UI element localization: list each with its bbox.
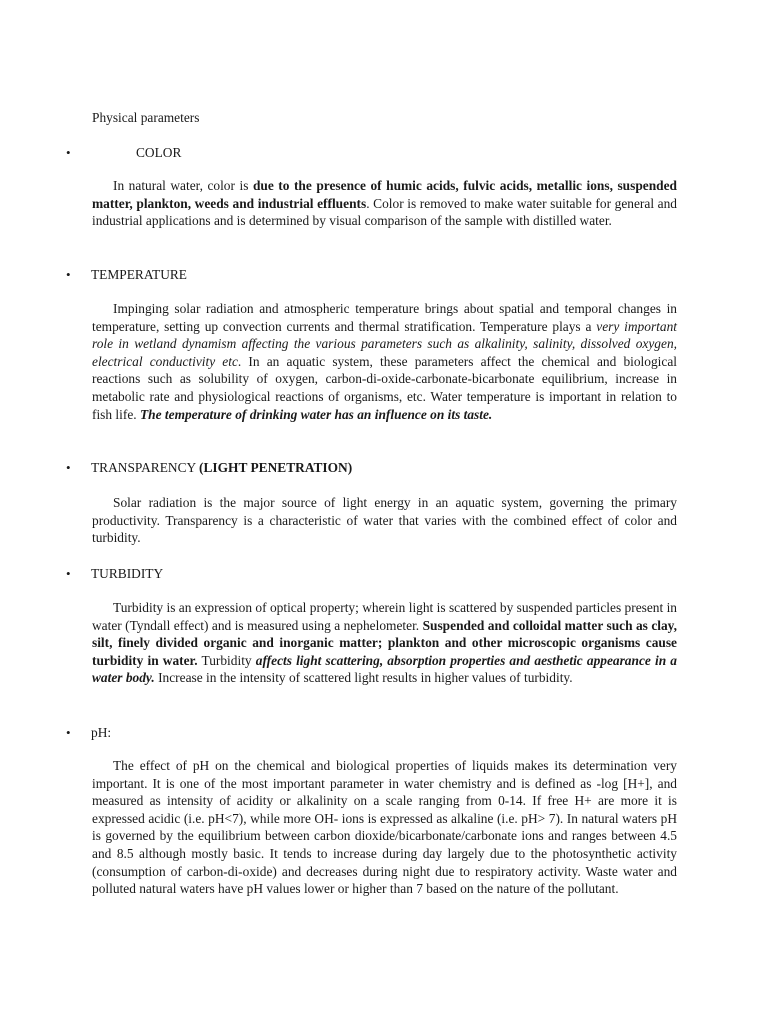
section-heading-temperature: TEMPERATURE [91, 267, 187, 282]
text-segment-bold: due to the presence of humic acids, fulvic acids, metallic ions, suspended matter, plankton, weeds and industrial effluents [92, 178, 677, 211]
document-title: Physical parameters [92, 110, 200, 125]
paragraph-turbidity [92, 599, 677, 687]
bullet-icon: • [66, 460, 71, 475]
section-heading-color: COLOR [136, 145, 182, 160]
text-segment: Turbidity [197, 652, 256, 668]
text-segment: . In an aquatic system, these parameters affect the chemical and biological reactions such as solubility of oxygen, carbon-di-oxide-carbonate-bicarbonate equilibrium, increase in metabolic rate and physiological reactions of organisms, etc. Water temperature is important in relation to fish life. [92, 353, 677, 422]
text-segment: Increase in the intensity of scattered light results in higher values of turbidity. [154, 670, 573, 686]
text-segment-bold-italic: The temperature of drinking water has an influence on its taste. [139, 406, 493, 422]
text-segment: Turbidity is an expression of optical property; wherein light is scattered by suspended particles present in water (Tyndall effect) and is measured using a nephelometer. [92, 600, 677, 633]
bullet-icon: • [66, 725, 71, 740]
text-segment: . Color is removed to make water suitable for general and industrial applications and is determined by visual comparison of the sample with distilled water. [92, 195, 677, 229]
bullet-icon: • [66, 267, 71, 282]
section-heading-turbidity: TURBIDITY [91, 566, 164, 581]
bullet-icon: • [66, 145, 71, 160]
paragraph-transparency: Solar radiation is the major source of light energy in an aquatic system, governing the primary productivity. Transparency is a characteristic of water that varies with the combined effect of color and turbidity. [92, 495, 677, 546]
bullet-icon: • [66, 566, 71, 581]
text-segment-bold-italic: affects light scattering, absorption properties and aesthetic appearance in a water body. [92, 652, 677, 686]
heading-text-bold: (LIGHT PENETRATION) [199, 460, 353, 475]
heading-text: TRANSPARENCY [91, 460, 200, 475]
paragraph-ph: The effect of pH on the chemical and biological properties of liquids makes its determination very important. It is one of the most important parameter in water chemistry and is defined as -log [H+], and measured as intensity of acidity or alkalinity on a scale ranging from 0-14. If free H+ are more it is expressed acidic (i.e. pH<7), while more OH- ions is expressed as alkaline (i.e. pH> 7). In natural waters pH is governed by the equilibrium between carbon dioxide/bicarbonate/carbonate ions and ranges between 4.5 and 8.5 although mostly basic. It tends to increase during day largely due to the photosynthetic activity (consumption of carbon-di-oxide) and decreases during night due to respiratory activity. Waste water and polluted natural waters have pH values lower or higher than 7 based on the nature of the pollutant. [92, 758, 677, 897]
text-segment-bold: Suspended and colloidal matter such as clay, silt, finely divided organic and inorganic matter; plankton and other microscopic organisms cause turbidity in water. [92, 617, 677, 668]
text-segment: Impinging solar radiation and atmospheric temperature brings about spatial and temporal changes in temperature, setting up convection currents and thermal stratification. Temperature plays a [92, 301, 677, 334]
paragraph-color [92, 177, 677, 230]
paragraph-temperature [92, 300, 677, 423]
text-segment: In natural water, color is [113, 178, 253, 193]
section-heading-ph: pH: [91, 725, 112, 740]
section-heading-transparency [91, 459, 352, 477]
text-segment-italic: very important role in wetland dynamism affecting the various parameters such as alkalinity, salinity, dissolved oxygen, electrical conductivity etc [92, 318, 677, 369]
